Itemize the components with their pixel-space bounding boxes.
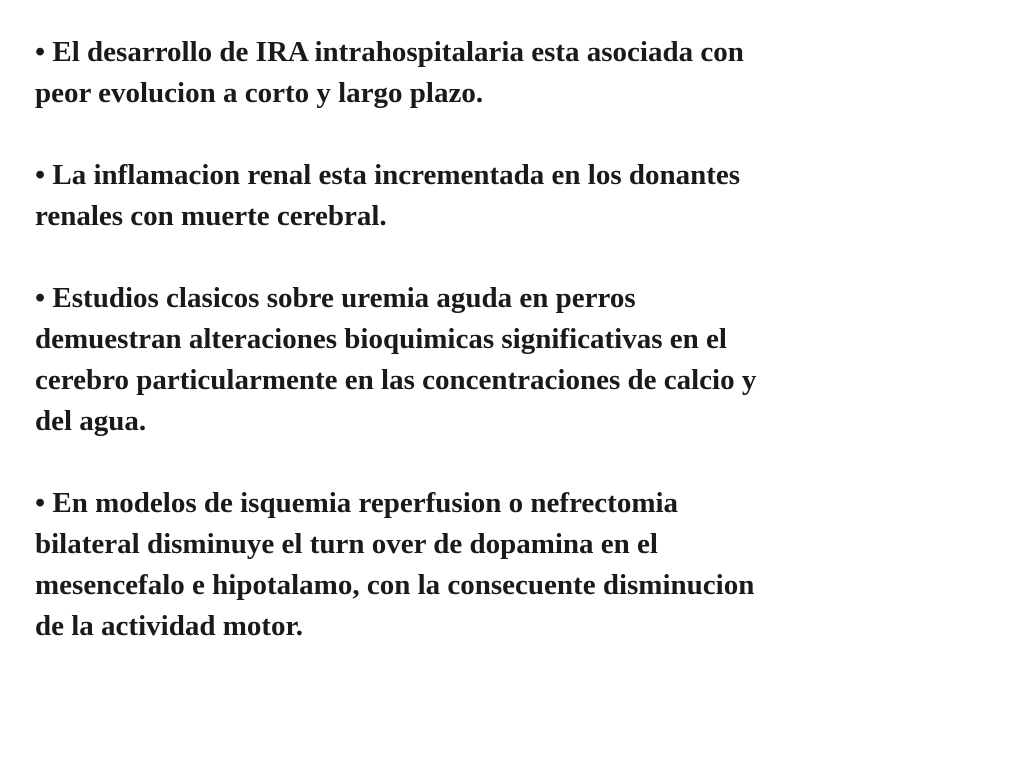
bullet-item-estudios-clasicos: • Estudios clasicos sobre uremia aguda en perros demuestran alteraciones bioquimicas significativas en el cerebro particularmente en las concentraciones de calcio y del agua. [35, 282, 757, 437]
bullet-item-inflamacion-renal: • La inflamacion renal esta incrementada en los donantes renales con muerte cerebral. [35, 159, 741, 232]
bullet-list [35, 32, 994, 647]
bullet-item-modelos-isquemia: • En modelos de isquemia reperfusion o nefrectomia bilateral disminuye el turn over de dopamina en el mesencefalo e hipotalamo, con la consecuente disminucion de la actividad motor. [35, 487, 755, 642]
bullet-item-ira-intrahospitalaria: • El desarrollo de IRA intrahospitalaria esta asociada con peor evolucion a corto y largo plazo. [35, 36, 744, 109]
